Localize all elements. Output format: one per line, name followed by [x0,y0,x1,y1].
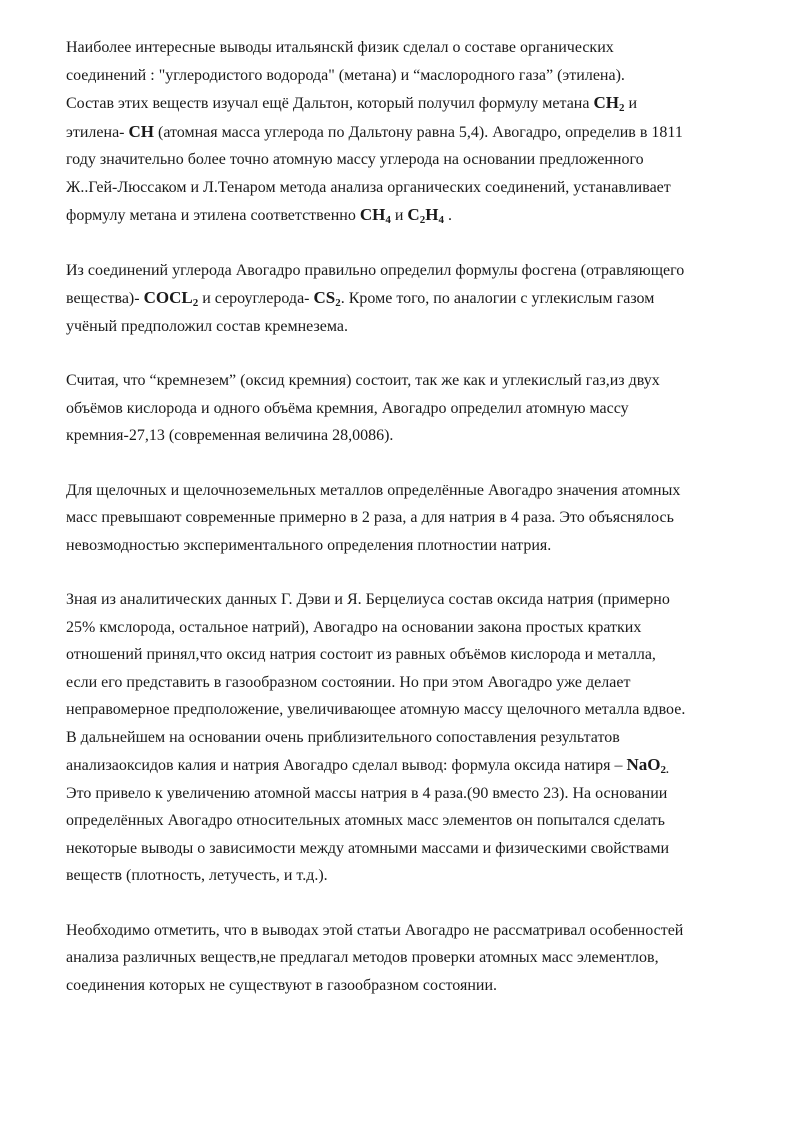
text-line: некоторые выводы о зависимости между атомными массами и физическими свойствами [66,839,670,857]
text-line: Это привело к увеличению атомной массы натрия в 4 раза.(90 вместо 23). На основании [66,784,668,802]
text-line: кремния-27,13 (современная величина 28,0086). [66,427,394,444]
text-line: Считая, что “кремнезем” (оксид кремния) состоит, так же как и углекислый газ,из двух [66,372,660,389]
chemical-formula: $CH_4$ [359,205,391,226]
text-line: если его представить в газообразном состоянии. Но при этом Авогадро уже делает [66,673,631,691]
text-line: отношений принял,что оксид натрия состоит из равных объёмов кислорода и металла, [66,646,656,663]
paragraph-4 [66,477,786,560]
chemical-formula: $COCL_2$ [143,288,199,309]
chemical-formula: $CH_2$ [593,93,625,114]
text-line: 25% кмслорода, остальное натрий), Авогадро на основании закона простых кратких [66,618,642,636]
text-line: Ж..Гей-Люссаком и Л.Тенаром метода анализа органических соединений, устанавливает [66,178,671,196]
text-line: В дальнейшем на основании очень приблизительного сопоставления результатов [66,728,620,746]
formula-subscript: 2 [192,297,199,309]
text-line: анализаоксидов калия и натрия Авогадро сделал вывод: формула оксида натиря – NaO$_{2.}$ [66,755,669,776]
paragraph-3 [66,367,786,450]
paragraph-2 [66,257,786,341]
text-line: формулу метана и этилена соответственно $CH_4$ и $C_2H_4$ . [66,205,452,226]
formula-subscript: 2. [660,764,669,776]
text-line: масс превышают современные примерно в 2 раза, а для натрия в 4 раза. Это объяснялось [66,509,674,526]
document-page [66,34,786,1026]
text-line: анализа различных веществ,не предлагал методов проверки атомных масс элементлов, [66,949,659,966]
text-line: неправомерное предположение, увеличивающее атомную массу щелочного металла вдвое. [66,701,686,718]
text-line: Наиболее интересные выводы итальянскй физик сделал о составе органических [66,39,614,56]
chemical-formula: CH [128,121,154,141]
chemical-formula: $C_2H_4$ [407,205,444,226]
text-line: определённых Авогадро относительных атомных масс элементов он попытался сделать [66,812,665,829]
text-line: объёмов кислорода и одного объёма кремния, Авогадро определил атомную массу [66,399,629,417]
formula-subscript: 2 [335,297,341,309]
text-line: вещества)- $COCL_2$ и сероуглерода- $CS_2$. Кроме того, по аналогии с углекислым газом [66,288,655,309]
text-line: веществ (плотность, летучесть, и т.д.). [66,867,328,884]
chemical-formula: $CS_2$ [313,288,341,309]
text-line: Для щелочных и щелочноземельных металлов определённые Авогадро значения атомных [66,481,681,499]
text-line: Состав этих веществ изучал ещё Дальтон, который получил формулу метана $CH_2$ и [66,93,638,114]
text-line: невозмодностью экспериментального определения плотностии натрия. [66,536,552,554]
text-line: Необходимо отметить, что в выводах этой статьи Авогадро не рассматривал особенностей [66,921,684,939]
paragraph-5 [66,586,786,890]
formula-subscript: 4 [438,214,444,226]
text-line: Из соединений углерода Авогадро правильно определил формулы фосгена (отравляющего [66,261,685,279]
text-line: учёный предположил состав кремнезема. [66,317,348,335]
chemical-formula: NaO$_{2.}$ [626,755,669,776]
formula-subscript: 4 [385,214,391,226]
paragraph-1 [66,34,786,230]
text-line: соединений : "углеродистого водорода" (метана) и “маслородного газа” (этилена). [66,66,625,84]
formula-subscript: 2 [618,102,625,114]
text-line: году значительно более точно атомную массу углерода на основании предложенного [66,151,644,168]
text-line: этилена- CH (атомная масса углерода по Дальтону равна 5,4). Авогадро, определив в 1811 [66,121,683,141]
formula-subscript: 2 [419,214,426,226]
text-line: Зная из аналитических данных Г. Дэви и Я. Берцелиуса состав оксида натрия (примерно [66,591,670,608]
paragraph-6 [66,917,786,1000]
text-line: соединения которых не существуют в газообразном состоянии. [66,976,498,994]
